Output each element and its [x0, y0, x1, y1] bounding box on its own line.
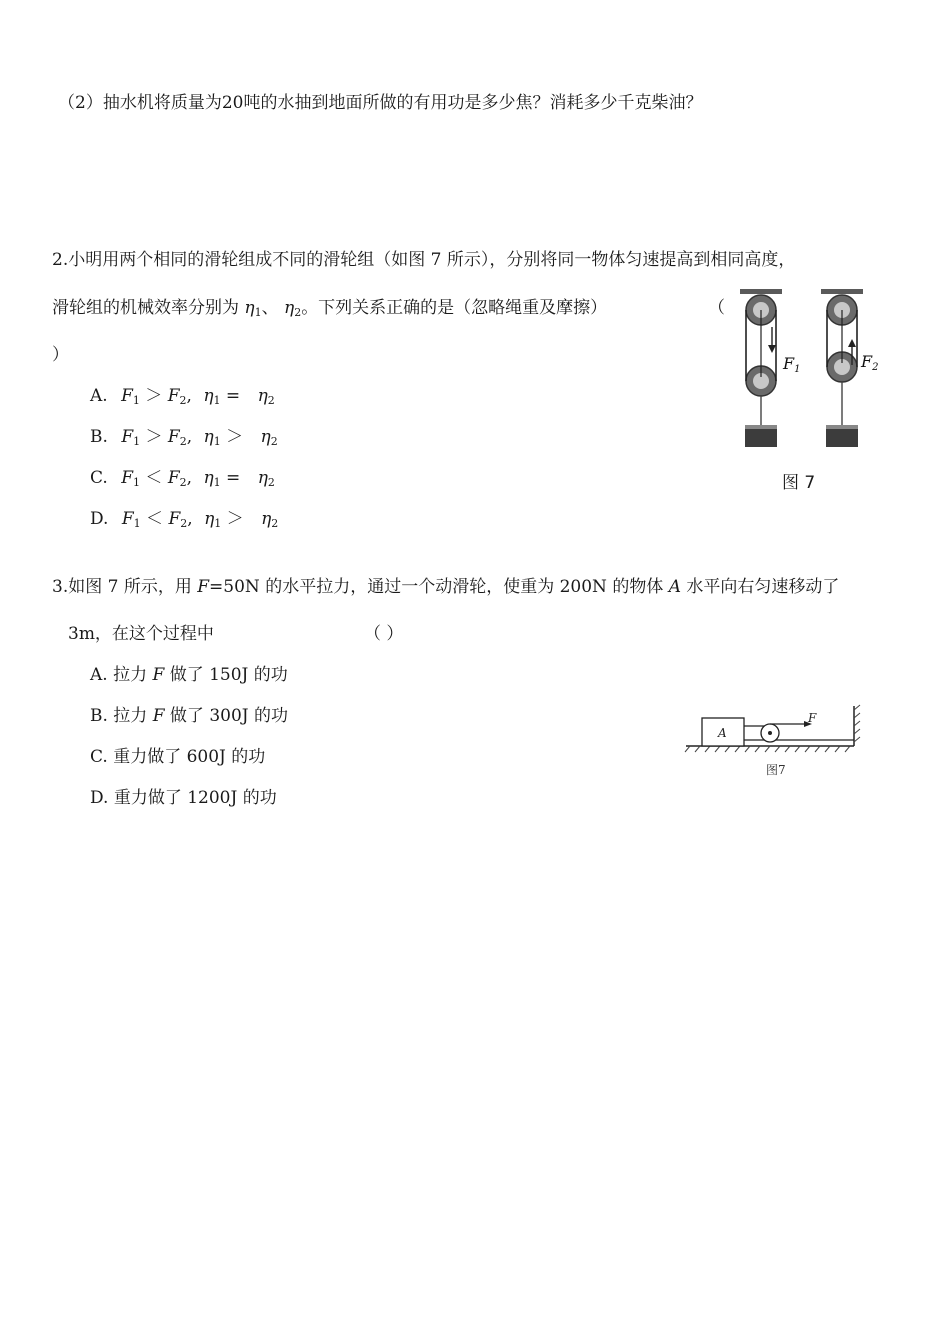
question-1-part-2: （2）抽水机将质量为20吨的水抽到地面所做的有用功是多少焦？消耗多少千克柴油？ [58, 93, 703, 113]
question-2-line-1: 2.小明用两个相同的滑轮组成不同的滑轮组（如图 7 所示），分别将同一物体匀速提高到相同高度， [52, 250, 796, 270]
q2-option-b: B. $F_1 > F_2$, $\eta_1 > \eta_2$ [90, 427, 278, 448]
question-3-line-2: 3m，在这个过程中 [68, 624, 214, 644]
force-label-f1: F1 [783, 354, 801, 375]
block-pulley-figure [684, 702, 864, 782]
answer-paren-close: ） [52, 345, 69, 365]
force-label-f2: F2 [861, 352, 878, 373]
option-label: A. [90, 386, 108, 406]
q3-option-d: D. 重力做了 1200J 的功 [90, 788, 277, 808]
pulley-system-figure [728, 285, 878, 455]
q3-option-a: A. 拉力 F 做了 150J 的功 [90, 665, 288, 685]
eta-sub-1: 1 [254, 306, 262, 319]
q2-text-b: 。下列关系正确的是（忽略绳重及摩擦） [301, 298, 608, 318]
answer-paren: （ ） [364, 624, 404, 644]
q2-option-a: A. $F_1 > F_2$, $\eta_1 = \eta_2$ [90, 386, 275, 407]
q3-option-c: C. 重力做了 600J 的功 [90, 747, 266, 767]
option-label: D. [90, 509, 109, 529]
ceiling-right [821, 289, 863, 294]
separator: 、 [261, 298, 284, 318]
figure-caption-7: 图 7 [782, 473, 816, 493]
q2-option-d: D. $F_1 < F_2$, $\eta_1 > \eta_2$ [90, 509, 279, 530]
eta-symbol: η [244, 298, 255, 318]
answer-paren-open: （ [708, 298, 725, 318]
option-label: C. [90, 468, 108, 488]
eta-symbol: η [284, 298, 295, 318]
force-label: F [808, 711, 817, 725]
eta-sub-2: 2 [294, 306, 302, 319]
option-label: B. [90, 427, 108, 447]
q3-option-b: B. 拉力 F 做了 300J 的功 [90, 706, 288, 726]
object-symbol: A [668, 577, 682, 597]
pulley-group-right [826, 295, 858, 447]
q2-option-c: C. $F_1 < F_2$, $\eta_1 = \eta_2$ [90, 468, 275, 489]
question-3-line-1: 3.如图 7 所示，用 F=50N 的水平拉力，通过一个动滑轮，使重为 200N 的物体 A 水平向右匀速移动了 [52, 577, 840, 597]
q2-text-a: 滑轮组的机械效率分别为 [52, 298, 245, 318]
figure-caption-7b: 图7 [766, 763, 786, 777]
force-symbol: F [197, 577, 210, 597]
pulley-group-left [745, 295, 777, 447]
question-2-line-2 [52, 297, 607, 324]
block-label: A [718, 726, 727, 740]
ceiling-left [740, 289, 782, 294]
